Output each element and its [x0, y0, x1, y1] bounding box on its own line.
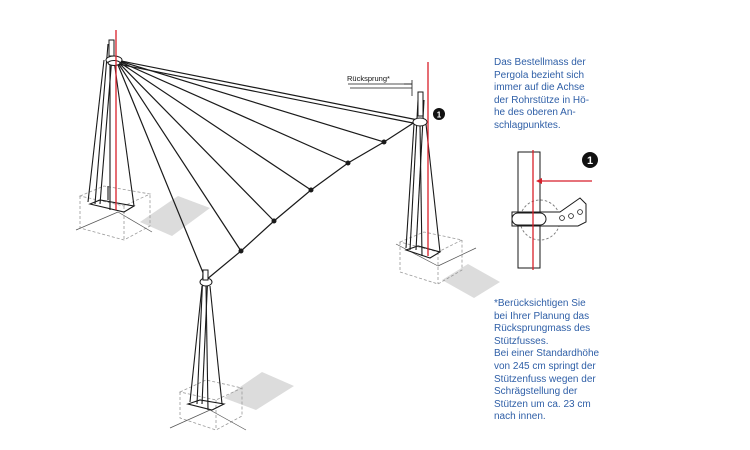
- shadows: [140, 196, 500, 410]
- detail-marker-number: 1: [586, 155, 594, 167]
- setback-note: *Berücksichtigen Sie bei Ihrer Planung das Rücksprungmass des Stützfusses. Bei einer Standardhöhe von 245 cm springt der Stützenfuss wegen der Schrägstellung der Stützen um ca. 23 cm nach innen.: [494, 298, 600, 423]
- post-left: [88, 44, 134, 212]
- detail-view: [512, 150, 598, 270]
- post-bottom: [188, 272, 224, 410]
- order-dimension-note: Das Bestellmass der Pergola bezieht sich immer auf die Achse der Rohrstütze in Hö- he des oberen An- schlagpunktes.: [494, 57, 590, 131]
- marker-1: [433, 108, 445, 120]
- pergola-cables: [116, 60, 418, 280]
- setback-label: Rücksprung*: [347, 74, 390, 83]
- marker-1-number: 1: [436, 110, 442, 120]
